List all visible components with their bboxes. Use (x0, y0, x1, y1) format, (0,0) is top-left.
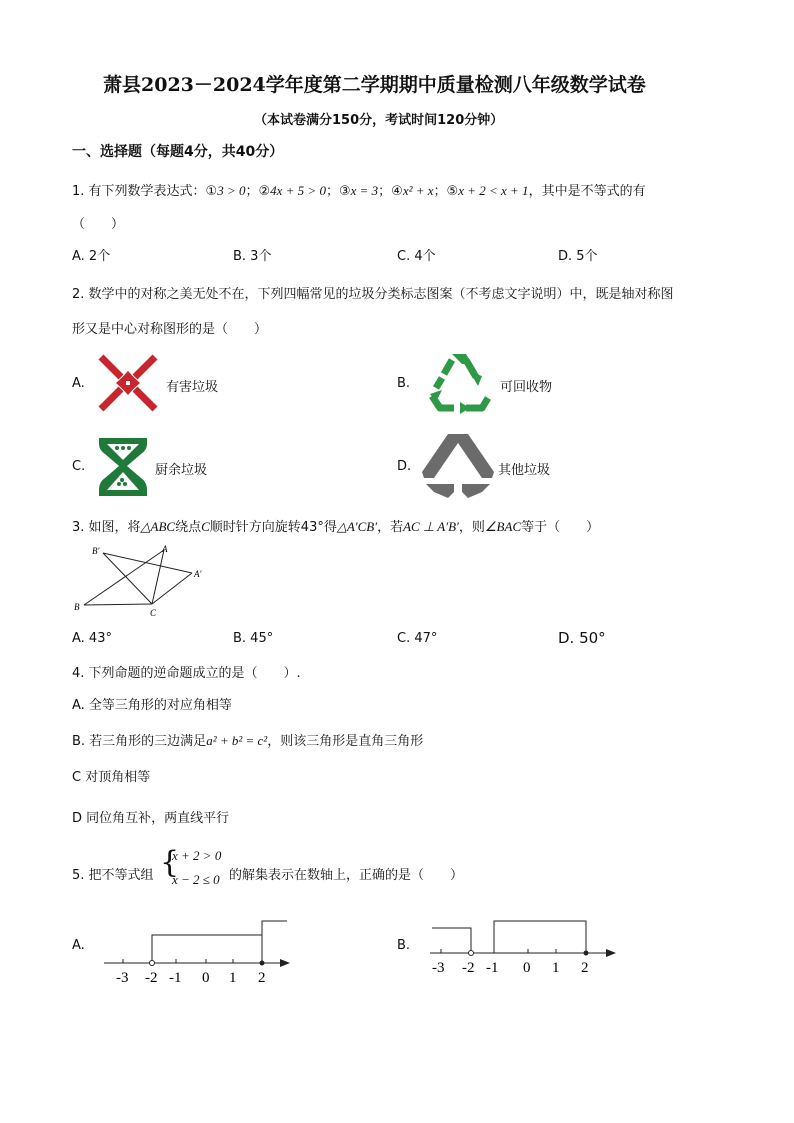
tick-label: -2 (462, 960, 475, 976)
q4-option-c[interactable]: C 对顶角相等 (72, 770, 151, 785)
tick-label: 2 (581, 960, 589, 976)
q3-text-4: ，若 (377, 520, 404, 535)
question-5-text-2: 的解集表示在数轴上，正确的是（ ） (229, 868, 464, 883)
q2-option-d-label: 其他垃圾 (498, 463, 551, 478)
q5-option-b-letter[interactable]: B. (397, 938, 411, 953)
q2-option-b-label: 可回收物 (500, 380, 553, 395)
tick-label: 1 (229, 970, 237, 986)
tick-label: 0 (523, 960, 531, 976)
q4-option-b-text-1: B. 若三角形的三边满足 (72, 734, 207, 749)
q1-sep-2: ；② (245, 184, 271, 199)
question-5-text-1: 5. 把不等式组 (72, 868, 154, 883)
q4-option-d[interactable]: D 同位角互补，两直线平行 (72, 811, 230, 826)
q1-paren: （ ） (72, 217, 125, 232)
q1-expr-3: x = 3 (350, 183, 379, 198)
q2-option-a-letter[interactable]: A. (72, 376, 85, 391)
q1-suffix: ，其中是不等式的有 (528, 184, 646, 199)
q5-option-a-number-line (100, 916, 292, 986)
question-3-stem (72, 516, 599, 535)
q3-option-d[interactable]: D. 50° (558, 629, 606, 647)
q2-option-a-label: 有害垃圾 (166, 380, 219, 395)
hazardous-waste-icon (96, 352, 160, 414)
q4-option-b-text-2: ，则该三角形是直角三角形 (267, 734, 424, 749)
tick-label: -3 (432, 960, 445, 976)
q3-math-4: AC ⊥ A′B′ (403, 519, 459, 534)
q2-option-c-letter[interactable]: C. (72, 459, 86, 474)
recyclable-icon (422, 350, 496, 414)
brace-icon: { (160, 845, 180, 880)
section-heading: 一、选择题（每题4分，共40分） (72, 144, 284, 160)
q3-figure (70, 540, 210, 620)
question-1-stem (72, 180, 646, 199)
page-subtitle: （本试卷满分150分，考试时间120分钟） (254, 113, 504, 128)
q1-option-c[interactable]: C. 4个 (397, 249, 436, 264)
q1-expr-2: 4x + 5 > 0 (270, 183, 326, 198)
q1-expr-5: x + 2 < x + 1 (458, 183, 529, 198)
page-title: 萧县2023－2024学年度第二学期期中质量检测八年级数学试卷 (103, 74, 646, 96)
q1-expr-4: x² + x (402, 183, 434, 198)
tick-label: 1 (552, 960, 560, 976)
q3-math-1: △ABC (140, 519, 176, 534)
q2-option-d-letter[interactable]: D. (397, 459, 412, 474)
q3-label-a: A (162, 544, 168, 554)
tick-label: -1 (169, 970, 182, 986)
other-waste-icon (420, 430, 496, 500)
q3-text-6: 等于（ ） (521, 520, 600, 535)
q3-text-2: 绕点 (175, 520, 202, 535)
tick-label: -2 (145, 970, 158, 986)
q3-label-a-prime: A′ (194, 569, 202, 579)
q4-option-b-math: a² + b² = c² (206, 733, 268, 748)
q3-label-c: C (150, 608, 157, 618)
q1-option-b[interactable]: B. 3个 (233, 249, 272, 264)
q4-option-a[interactable]: A. 全等三角形的对应角相等 (72, 698, 232, 713)
q5-option-b-number-line (424, 912, 620, 976)
q3-option-a[interactable]: A. 43° (72, 631, 112, 646)
q5-option-a-letter[interactable]: A. (72, 938, 85, 953)
q3-label-b: B (74, 602, 80, 612)
q5-inequality-2: x − 2 ≤ 0 (172, 872, 220, 887)
question-2-line1: 2. 数学中的对称之美无处不在，下列四幅常见的垃圾分类标志图案（不考虑文字说明）中，既是轴对称图 (72, 287, 674, 302)
q1-option-d[interactable]: D. 5个 (558, 249, 598, 264)
q3-math-3: △A′CB′ (336, 519, 378, 534)
question-4-stem: 4. 下列命题的逆命题成立的是（ ）. (72, 666, 301, 681)
q1-sep-3: ；③ (325, 184, 351, 199)
q3-text-3: 顺时针方向旋转43°得 (209, 520, 337, 535)
q1-expr-1: 3 > 0 (217, 183, 246, 198)
q3-math-2: C (201, 519, 210, 534)
tick-label: 2 (258, 970, 266, 986)
q1-prefix: 1. 有下列数学表达式：① (72, 184, 218, 199)
q3-text-1: 3. 如图，将 (72, 520, 141, 535)
q3-label-b-prime: B′ (92, 546, 100, 556)
tick-label: -1 (486, 960, 499, 976)
q3-option-b[interactable]: B. 45° (233, 631, 274, 646)
q1-option-a[interactable]: A. 2个 (72, 249, 111, 264)
q2-option-c-label: 厨余垃圾 (155, 463, 208, 478)
q4-option-b[interactable] (72, 730, 423, 749)
q3-math-5: ∠BAC (484, 519, 522, 534)
kitchen-waste-icon (97, 436, 149, 498)
q3-text-5: ，则 (458, 520, 485, 535)
question-2-line2: 形又是中心对称图形的是（ ） (72, 322, 268, 337)
q1-sep-5: ；⑤ (433, 184, 459, 199)
q1-sep-4: ；④ (378, 184, 403, 199)
q3-option-c[interactable]: C. 47° (397, 631, 438, 646)
tick-label: -3 (116, 970, 129, 986)
tick-label: 0 (202, 970, 210, 986)
q2-option-b-letter[interactable]: B. (397, 376, 411, 391)
q5-inequality-1: x + 2 > 0 (172, 848, 222, 863)
